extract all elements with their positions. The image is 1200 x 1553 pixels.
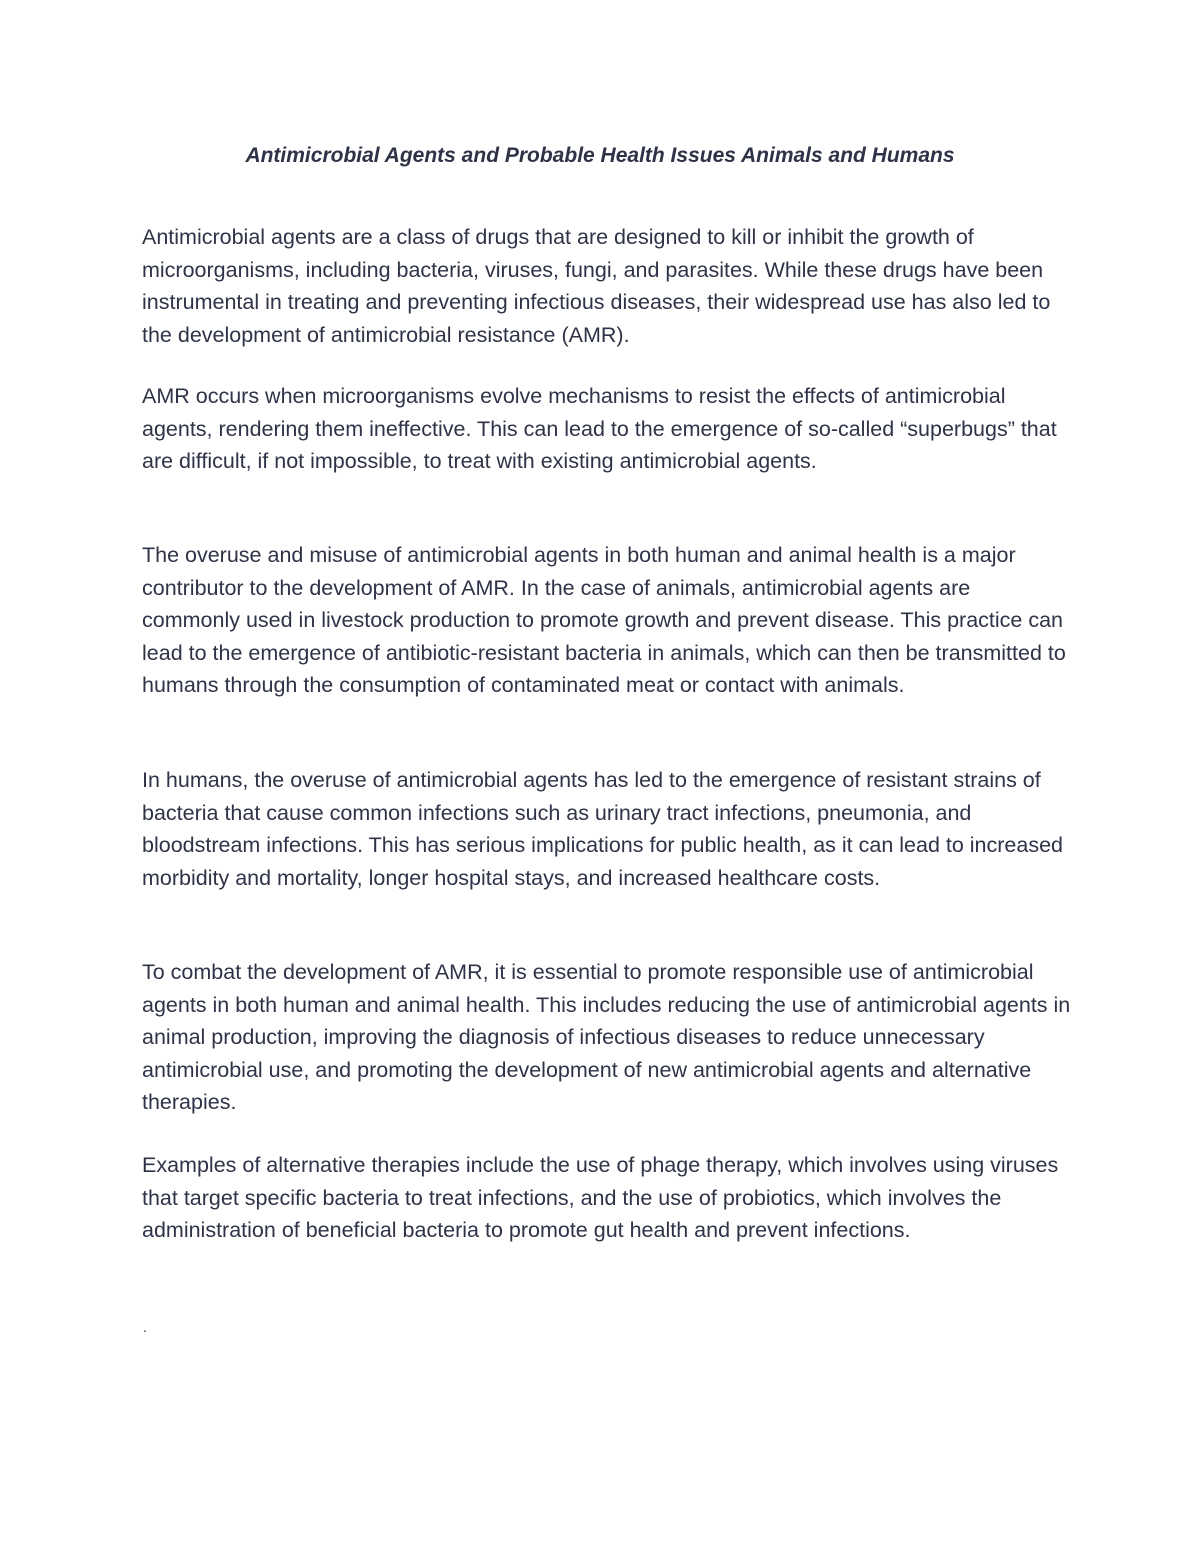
paragraph-alternative-therapies: Examples of alternative therapies include the use of phage therapy, which involves using viruses that target specific bacteria to treat infections, and the use of probiotics, which involves the administration of beneficial bacteria to promote gut health and prevent infections. [142,1153,1059,1242]
paragraph-human-impact: In humans, the overuse of antimicrobial agents has led to the emergence of resistant strains of bacteria that cause common infections such as urinary tract infections, pneumonia, and bloodstream infections. This has serious implications for public health, as it can lead to increased morbidity and mortality, longer hospital stays, and increased healthcare costs. [142,768,1064,890]
paragraph-amr-definition: AMR occurs when microorganisms evolve mechanisms to resist the effects of antimicrobial agents, rendering them ineffective. This can lead to the emergence of so-called “superbugs” that are difficult, if not impossible, to treat with existing antimicrobial agents. [142,384,1057,473]
trailing-mark: . [143,1319,147,1335]
paragraph-intro: Antimicrobial agents are a class of drugs that are designed to kill or inhibit the growth of microorganisms, including bacteria, viruses, fungi, and parasites. While these drugs have been instrumental in treating and preventing infectious diseases, their widespread use has also led to the development of antimicrobial resistance (AMR). [142,225,1051,347]
paragraph-animal-use: The overuse and misuse of antimicrobial agents in both human and animal health is a major contributor to the development of AMR. In the case of animals, antimicrobial agents are commonly used in livestock production to promote growth and prevent disease. This practice can lead to the emergence of antibiotic-resistant bacteria in animals, which can then be transmitted to humans through the consumption of contaminated meat or contact with animals. [142,543,1066,697]
paragraph-combat-amr: To combat the development of AMR, it is essential to promote responsible use of antimicrobial agents in both human and animal health. This includes reducing the use of antimicrobial agents in animal production, improving the diagnosis of infectious diseases to reduce unnecessary antimicrobial use, and promoting the development of new antimicrobial agents and alternative therapies. [142,960,1071,1114]
document-title: Antimicrobial Agents and Probable Health Issues Animals and Humans [245,144,955,167]
